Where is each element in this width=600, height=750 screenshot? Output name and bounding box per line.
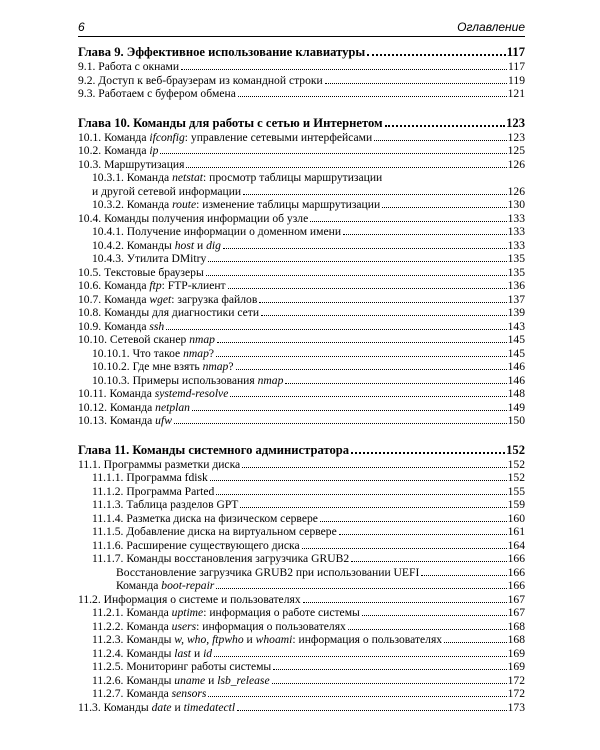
chapter-block (78, 115, 525, 428)
toc-entry (78, 252, 525, 266)
entry-page: 133 (507, 211, 525, 225)
toc-entry (78, 647, 525, 661)
entry-title (78, 401, 190, 415)
toc-entry (78, 320, 525, 334)
entry-text: 11.2.1. Команда (92, 606, 172, 619)
entry-text: 10.9. Команда (78, 319, 150, 333)
entry-title (92, 239, 221, 253)
command-name: users (171, 619, 197, 633)
toc-entry (78, 60, 525, 74)
page-number: 6 (78, 20, 85, 34)
entry-page: 166 (507, 565, 525, 579)
command-name: nmap (189, 333, 215, 346)
entry-text: 10.4.1. Получение информации о доменном имени (92, 225, 342, 238)
toc-entry (78, 171, 525, 185)
dot-leader (216, 356, 507, 357)
entry-page: 130 (507, 198, 525, 211)
toc-entry (78, 374, 525, 388)
entry-text: : информация о пользователях (196, 619, 346, 633)
entry-text: : информация о работе системы (203, 606, 360, 619)
entry-text: 11.1.5. Добавление диска на виртуальном сервере (92, 525, 337, 538)
entry-page: 123 (507, 130, 525, 144)
entry-text: 11.2.3. Команды (92, 633, 175, 646)
toc-entry (78, 158, 525, 172)
entry-title (78, 266, 204, 280)
chapter-title: Глава 10. Команды для работы с сетью и Интернетом (78, 115, 383, 130)
dot-leader (367, 54, 506, 56)
dot-leader (325, 83, 507, 84)
toc-entry (78, 512, 525, 526)
dot-leader (259, 302, 506, 303)
entry-title (78, 306, 259, 320)
dot-leader (223, 248, 507, 249)
entry-text: 9.2. Доступ к веб-браузерам из командной строки (78, 73, 323, 87)
dot-leader (214, 656, 507, 657)
entry-text: : изменение таблицы маршрутизации (196, 198, 381, 211)
dot-leader (236, 369, 507, 370)
toc-entry (78, 87, 525, 101)
toc-entry (78, 498, 525, 512)
entry-title (78, 144, 158, 158)
entry-page: 126 (507, 157, 525, 171)
entry-text: 11.1.7. Команды восстановления загрузчика GRUB2 (92, 552, 350, 565)
entry-page: 145 (507, 346, 525, 360)
entry-text: 11.1.6. Расширение существующего диска (92, 538, 300, 552)
command-name: ip (149, 144, 159, 157)
toc-entry (78, 212, 525, 226)
entry-page: 133 (507, 238, 525, 252)
dot-leader (261, 315, 507, 316)
dot-leader (310, 221, 506, 222)
entry-page: 148 (507, 387, 525, 400)
entry-text: 10.10. Сетевой сканер (78, 333, 190, 346)
entry-title (92, 647, 212, 661)
toc-entry (78, 401, 525, 415)
entry-page: 135 (507, 252, 525, 265)
entry-title (78, 87, 236, 101)
dot-leader (230, 396, 506, 397)
dot-leader (351, 561, 506, 562)
entry-title (92, 485, 214, 499)
entry-page: 137 (507, 292, 525, 306)
entry-text: 10.6. Команда (78, 279, 150, 292)
command-name: systemd-resolve (154, 387, 229, 400)
entry-page: 167 (507, 592, 525, 606)
dot-leader (216, 588, 506, 589)
entry-title (92, 620, 346, 634)
entry-text: 10.3.1. Команда (92, 171, 173, 184)
entry-page: 164 (507, 538, 525, 552)
chapter-title: Глава 11. Команды системного администратора (78, 442, 350, 457)
toc-entry (78, 458, 525, 472)
running-title: Оглавление (457, 20, 525, 34)
entry-text: : загрузка файлов (171, 292, 258, 306)
entry-page: 160 (507, 511, 525, 525)
command-name: route (172, 198, 197, 211)
entry-page: 133 (507, 225, 525, 238)
entry-page: 125 (507, 144, 525, 157)
entry-text: 11.2.5. Мониторинг работы системы (92, 660, 272, 673)
dot-leader (285, 383, 506, 384)
entry-title (116, 566, 419, 580)
command-name: whoami (255, 633, 293, 646)
entry-text: Восстановление загрузчика GRUB2 при использовании UEFI (116, 565, 420, 579)
entry-title (92, 606, 360, 620)
dot-leader (343, 234, 507, 235)
entry-text: и другой сетевой информации (92, 184, 242, 198)
entry-page: 146 (507, 373, 525, 387)
command-name: date (151, 700, 172, 714)
command-name: id (203, 646, 213, 660)
dot-leader (382, 207, 506, 208)
entry-text: 11.1.1. Программа fdisk (92, 471, 208, 484)
entry-text: 10.3. Маршрутизация (78, 157, 185, 171)
entry-title (78, 158, 184, 172)
toc-entry (78, 606, 525, 620)
chapter-page: 152 (506, 442, 525, 457)
entry-text: 11.2.7. Команда (92, 687, 172, 700)
entry-text: 11.2. Информация о системе и пользователях (78, 592, 301, 606)
entry-page: 146 (507, 360, 525, 373)
toc-entry (78, 266, 525, 280)
dot-leader (216, 494, 506, 495)
command-name: last (174, 646, 192, 660)
entry-text: : FTP-клиент (161, 279, 226, 292)
entry-text: и (243, 633, 256, 646)
entry-page: 152 (507, 471, 525, 484)
toc-entry (78, 279, 525, 293)
entry-page: 168 (507, 619, 525, 633)
command-name: netplan (155, 400, 190, 414)
entry-text: 10.4.3. Утилита DMitry (92, 252, 207, 265)
dot-leader (217, 342, 507, 343)
command-name: nmap (257, 373, 284, 387)
entry-page: 166 (507, 552, 525, 565)
entry-page: 169 (507, 646, 525, 660)
entry-page: 173 (507, 700, 525, 714)
dot-leader (181, 69, 507, 70)
entry-page: 139 (507, 306, 525, 319)
entry-title (78, 279, 226, 293)
command-name: ftp (149, 279, 162, 292)
entry-text: и (205, 673, 218, 687)
toc-entry (78, 566, 525, 580)
entry-text: 11.1.2. Программа Parted (92, 484, 215, 498)
entry-title (92, 687, 206, 701)
entry-text: и (191, 646, 204, 660)
dot-leader (243, 194, 507, 195)
toc-entry (78, 239, 525, 253)
entry-text: 10.7. Команда (78, 292, 150, 306)
entry-text: 11.2.6. Команды (92, 673, 175, 687)
dot-leader (320, 521, 507, 522)
dot-leader (374, 140, 506, 141)
chapter-page: 117 (506, 45, 525, 59)
entry-text: 10.10.3. Примеры использования (92, 373, 258, 387)
entry-page: 161 (507, 525, 525, 538)
dot-leader (237, 710, 507, 711)
entry-title (92, 660, 271, 674)
chapter-title: Глава 9. Эффективное использование клавиатуры (78, 45, 366, 59)
entry-text: 11.3. Команды (78, 700, 152, 714)
entry-text: 10.4.2. Команды (92, 238, 175, 252)
entry-text: 11.1. Программы разметки диска (78, 457, 241, 471)
command-name: dig (206, 238, 221, 252)
entry-text: 11.1.4. Разметка диска на физическом сервере (92, 511, 318, 525)
dot-leader (192, 410, 507, 411)
entry-page: 168 (507, 633, 525, 646)
entry-text: 9.3. Работаем с буфером обмена (78, 87, 236, 100)
entry-page: 169 (507, 660, 525, 673)
entry-title (78, 212, 308, 226)
entry-page: 172 (507, 673, 525, 687)
command-name: uname (174, 673, 206, 687)
entry-title (78, 320, 164, 334)
entry-page: 136 (507, 279, 525, 292)
entry-title (78, 593, 301, 607)
chapter-block (78, 44, 525, 101)
dot-leader (186, 167, 506, 168)
entry-page: 143 (507, 319, 525, 333)
toc-entry (78, 333, 525, 347)
toc-entry (78, 620, 525, 634)
command-name: ifconfig (149, 130, 185, 144)
entry-title (78, 293, 257, 307)
toc-entry (78, 593, 525, 607)
dot-leader (348, 629, 507, 630)
toc-entry (78, 687, 525, 701)
entry-title (92, 633, 442, 647)
toc-entry (78, 198, 525, 212)
entry-title (78, 60, 179, 74)
dot-leader (362, 615, 507, 616)
entry-text: ? (228, 360, 234, 373)
entry-text: Команда (116, 579, 162, 592)
entry-text: 10.13. Команда (78, 414, 156, 427)
command-name: host (174, 238, 195, 252)
dot-leader (421, 575, 506, 576)
header-rule (78, 36, 525, 37)
toc-entry (78, 674, 525, 688)
entry-text: 10.5. Текстовые браузеры (78, 265, 204, 279)
command-name: netstat (172, 171, 203, 184)
entry-title (92, 471, 208, 485)
entry-page: 126 (507, 184, 525, 198)
entry-title (92, 552, 349, 566)
entry-text: 10.3.2. Команда (92, 198, 173, 211)
dot-leader (238, 96, 507, 97)
entry-title (116, 579, 214, 593)
entry-page: 166 (507, 579, 525, 592)
command-name: uptime (171, 606, 204, 619)
toc-entry (78, 485, 525, 499)
entry-page: 119 (508, 73, 525, 87)
toc-entry (78, 225, 525, 239)
entry-title (78, 387, 228, 401)
entry-text: 10.10.2. Где мне взять (92, 360, 203, 373)
entry-title (92, 374, 283, 388)
toc-entry (78, 660, 525, 674)
toc-entry (78, 185, 525, 199)
toc-entry (78, 525, 525, 539)
toc-entry (78, 414, 525, 428)
toc-entry (78, 293, 525, 307)
dot-leader (385, 125, 506, 127)
toc-entry (78, 347, 525, 361)
dot-leader (351, 452, 505, 454)
entry-text: 10.2. Команда (78, 144, 150, 157)
dot-leader (273, 669, 506, 670)
dot-leader (210, 480, 507, 481)
chapter-heading (78, 115, 525, 131)
table-of-contents (78, 44, 525, 728)
entry-title (92, 360, 234, 374)
toc-entry (78, 633, 525, 647)
entry-title (92, 198, 380, 212)
entry-text: 11.2.4. Команды (92, 646, 175, 660)
command-name: ufw (155, 414, 172, 427)
toc-entry (78, 306, 525, 320)
entry-text: ? (208, 346, 215, 360)
entry-page: 150 (507, 414, 525, 427)
command-name: sensors (171, 687, 207, 700)
entry-page: 172 (507, 687, 525, 700)
entry-text: 10.11. Команда (78, 387, 155, 400)
entry-title (92, 498, 238, 512)
dot-leader (444, 642, 507, 643)
chapter-heading (78, 442, 525, 458)
entry-title (78, 74, 323, 88)
entry-text: 10.12. Команда (78, 400, 156, 414)
entry-text: 10.1. Команда (78, 130, 150, 144)
entry-title (92, 225, 341, 239)
entry-title (78, 333, 215, 347)
entry-page: 167 (507, 606, 525, 619)
entry-title (92, 171, 382, 185)
entry-title (92, 539, 300, 553)
entry-text: и (171, 700, 184, 714)
entry-title (92, 347, 214, 361)
dot-leader (174, 423, 507, 424)
command-name: nmap (202, 360, 229, 373)
command-name: timedatectl (183, 700, 236, 714)
entry-text: 11.2.2. Команда (92, 619, 172, 633)
entry-page: 121 (507, 87, 525, 100)
toc-entry (78, 552, 525, 566)
command-name: wget (149, 292, 172, 306)
toc-entry (78, 144, 525, 158)
toc-entry (78, 360, 525, 374)
toc-entry (78, 74, 525, 88)
entry-page: 117 (508, 60, 525, 73)
entry-text: : просмотр таблицы маршрутизации (203, 171, 383, 184)
toc-entry (78, 471, 525, 485)
dot-leader (208, 261, 506, 262)
command-name: boot-repair (161, 579, 215, 592)
entry-page: 152 (507, 457, 525, 471)
dot-leader (272, 683, 507, 684)
toc-entry (78, 131, 525, 145)
command-name: nmap (183, 346, 209, 360)
entry-text: 11.1.3. Таблица разделов GPT (92, 498, 239, 511)
toc-entry (78, 387, 525, 401)
command-name: ssh (149, 319, 165, 333)
entry-title (78, 701, 235, 715)
entry-title (92, 512, 318, 526)
dot-leader (228, 288, 507, 289)
entry-text: 10.8. Команды для диагностики сети (78, 306, 260, 319)
chapter-page: 123 (506, 115, 525, 130)
entry-page: 155 (507, 484, 525, 498)
entry-title (92, 252, 206, 266)
dot-leader (303, 602, 507, 603)
chapter-heading (78, 44, 525, 60)
entry-title (78, 458, 240, 472)
entry-title (92, 185, 241, 199)
dot-leader (166, 329, 506, 330)
entry-page: 135 (507, 265, 525, 279)
dot-leader (240, 507, 506, 508)
dot-leader (206, 275, 507, 276)
entry-page: 159 (507, 498, 525, 511)
command-name: w, who, ftpwho (174, 633, 244, 646)
dot-leader (242, 467, 506, 468)
entry-title (92, 525, 337, 539)
entry-text: 10.4. Команды получения информации об узле (78, 211, 309, 225)
toc-entry (78, 579, 525, 593)
entry-title (78, 131, 372, 145)
entry-title (78, 414, 172, 428)
entry-text: : управление сетевыми интерфейсами (184, 130, 373, 144)
entry-text: и (194, 238, 207, 252)
entry-page: 149 (507, 400, 525, 414)
chapter-block (78, 442, 525, 715)
entry-page: 145 (507, 333, 525, 346)
command-name: lsb_release (217, 673, 270, 687)
dot-leader (302, 548, 507, 549)
dot-leader (160, 153, 506, 154)
running-header (78, 18, 525, 38)
entry-title (92, 674, 270, 688)
entry-text: 9.1. Работа с окнами (78, 60, 180, 73)
entry-text: 10.10.1. Что такое (92, 346, 184, 360)
toc-entry (78, 539, 525, 553)
toc-entry (78, 701, 525, 715)
entry-text: : информация о пользователях (292, 633, 443, 646)
dot-leader (339, 534, 507, 535)
dot-leader (208, 696, 506, 697)
